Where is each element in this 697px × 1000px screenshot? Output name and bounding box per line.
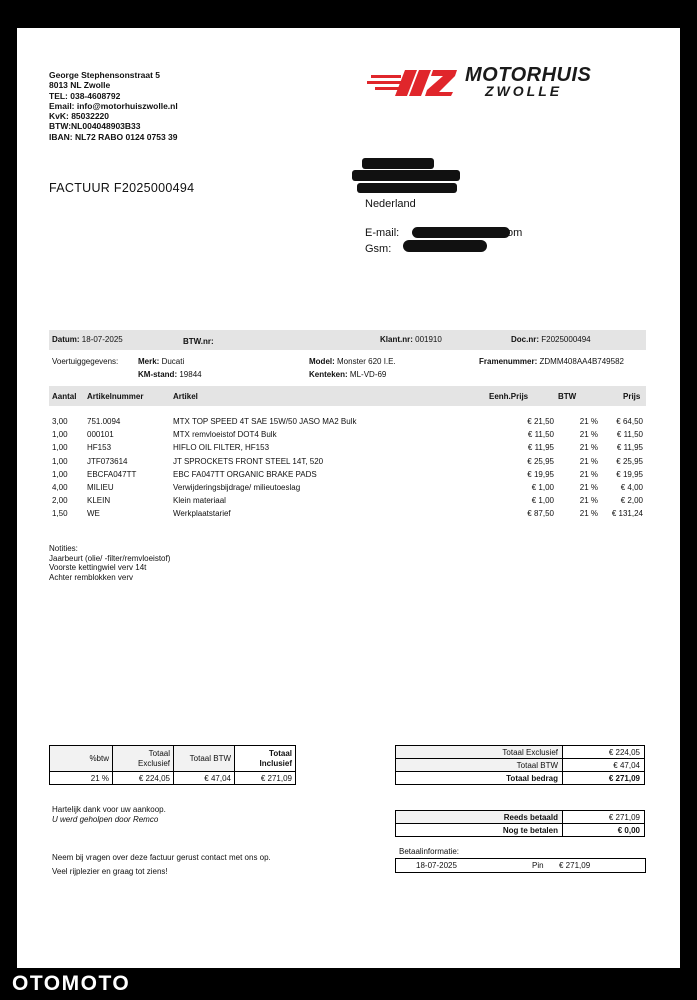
helped-by-text: U werd geholpen door Remco: [52, 815, 159, 824]
cell-btw: 21 %: [579, 496, 598, 506]
cell-art: Werkplaatstarief: [173, 509, 231, 519]
cell-price: € 4,00: [620, 483, 643, 492]
cell-unit: € 21,50: [527, 417, 554, 426]
table-row: [49, 496, 646, 509]
redaction-bar: [403, 240, 487, 252]
table-row: [49, 483, 646, 496]
cell-qty: 1,50: [52, 509, 68, 519]
redaction-bar: [412, 227, 510, 238]
cell-price: € 131,24: [611, 509, 643, 519]
cell-nr: WE: [87, 509, 100, 519]
table-row: [49, 417, 646, 430]
table-row: [49, 470, 646, 483]
closing-text: Neem bij vragen over deze factuur gerust contact met ons op.: [52, 853, 271, 862]
invoice-page: George Stephensonstraat 5 8013 NL Zwolle TEL: 038-4608792 Email: info@motorhuiszwolle.nl KvK: 85032220 BTW:NL004048903B33 IBAN: NL72 RABO 0124 0753 39 MOTORHUIS ZWOLLE FACTUUR F2025000494 Nederland E-mail: om Gsm: Datum: 18-07-2025 BTW.nr: Klant.nr: 001910 Doc.nr: F2025000494 Voertuiggegevens: Merk: Ducati KM-stand: 19844 Model: Monster 620 I.E. Kenteken: ML-VD-69 Framenummer: ZDMM408AA4B749582 Aantal Artikelnummer Artikel Eenh.Prijs BTW Prijs 3,00 751.0094 MTX TOP SPEED 4T SAE 15W/50 JASO MA2 Bulk € 21,50 21 % € 64,50 1,00 000101 MTX remvloeistof DOT4 Bulk € 11,50 21 % € 11,50 1,00 HF153 HIFLO OIL FILTER, HF153 € 11,95 21 % € 11,95 1,00 JTF073614 JT SPROCKETS FRONT STEEL 14T, 520 € 25,95 21 % € 25,95 1,00 EBCFA047TT EBC FA047TT ORGANIC BRAKE PADS € 19,95 21 % € 19,95 4,00 MILIEU Verwijderingsbijdrage/ milieutoeslag € 1,00 21 % € 4,00 2,00 KLEIN Klein materiaal € 1,00 21 % € 2,00 1,50 WE Werkplaatstarief € 87,50 21 % € 131,24 Notities: Jaarbeurt (olie/ -filter/remvloeistof) Voorste kettingwiel verv 14t Achter remblokken verv %btw Totaal Exclusief Totaal BTW Totaal Inclusief 21 % € 224,05 € 47,04 € 271,09 Totaal Exclusief € 224,05 Totaal BTW € 47,04 Totaal bedrag € 271,09 Reeds betaald € 271,09 Nog te betalen € 0,00 Betaalinformatie: 18-07-2025 Pin € 271,09 Hartelijk dank voor uw aankoop. U werd geholpen door Remco Neem bij vragen over deze factuur gerust contact met ons op. Veel rijplezier en graag tot ziens!: [17, 28, 680, 968]
cell-art: HIFLO OIL FILTER, HF153: [173, 443, 270, 453]
cell-price: € 11,95: [616, 443, 643, 453]
cell-price: € 25,95: [616, 456, 643, 466]
cell-nr: EBCFA047TT: [87, 469, 137, 479]
totals-table: Totaal Exclusief € 224,05 Totaal BTW € 47,04 Totaal bedrag € 271,09: [395, 745, 645, 785]
cell-btw: 21 %: [579, 443, 598, 453]
company-address: George Stephensonstraat 5 8013 NL Zwolle TEL: 038-4608792 Email: info@motorhuiszwolle.nl KvK: 85032220 BTW:NL004048903B33 IBAN: NL72 RABO 0124 0753 39: [49, 70, 178, 142]
otomoto-watermark: OTOMOTO: [12, 972, 131, 995]
cell-price: € 2,00: [620, 496, 643, 506]
logo-mark-icon: [367, 62, 467, 102]
payment-info-row: 18-07-2025 Pin € 271,09: [395, 858, 646, 873]
customer-country: Nederland: [365, 198, 416, 210]
cell-unit: € 87,50: [527, 509, 554, 519]
cell-art: MTX remvloeistof DOT4 Bulk: [173, 430, 277, 440]
cell-unit: € 19,95: [527, 469, 554, 479]
cell-nr: HF153: [87, 443, 112, 453]
cell-nr: 000101: [87, 430, 114, 440]
gsm-label: Gsm:: [365, 243, 392, 255]
cell-unit: € 1,00: [531, 496, 554, 506]
email-tail: om: [507, 227, 523, 239]
cell-nr: KLEIN: [87, 496, 111, 506]
cell-art: MTX TOP SPEED 4T SAE 15W/50 JASO MA2 Bulk: [173, 417, 357, 426]
cell-btw: 21 %: [579, 509, 598, 519]
cell-btw: 21 %: [579, 483, 598, 492]
cell-qty: 1,00: [52, 469, 68, 479]
cell-price: € 11,50: [616, 430, 643, 440]
payment-status-table: Reeds betaald € 271,09 Nog te betalen € 0,00: [395, 810, 645, 837]
invoice-header-bar: Datum: 18-07-2025 BTW.nr: Klant.nr: 001910 Doc.nr: F2025000494: [49, 330, 646, 350]
invoice-title: FACTUUR F2025000494: [49, 181, 195, 195]
table-row: [49, 443, 646, 456]
company-logo: MOTORHUIS ZWOLLE: [367, 62, 627, 102]
table-row: [49, 457, 646, 470]
cell-qty: 2,00: [52, 496, 68, 506]
cell-art: EBC FA047TT ORGANIC BRAKE PADS: [173, 469, 317, 479]
email-label: E-mail:: [365, 227, 400, 239]
cell-art: Verwijderingsbijdrage/ milieutoeslag: [173, 483, 301, 492]
cell-qty: 1,00: [52, 456, 68, 466]
redaction-bar: [352, 170, 460, 181]
cell-art: JT SPROCKETS FRONT STEEL 14T, 520: [173, 456, 324, 466]
cell-btw: 21 %: [579, 469, 598, 479]
cell-qty: 4,00: [52, 483, 68, 492]
payment-info-label: Betaalinformatie:: [399, 847, 460, 856]
items-table-header: Aantal Artikelnummer Artikel Eenh.Prijs BTW Prijs: [49, 386, 646, 406]
redaction-bar: [362, 158, 434, 169]
cell-qty: 3,00: [52, 417, 68, 426]
cell-nr: JTF073614: [87, 456, 128, 466]
notes: Notities: Jaarbeurt (olie/ -filter/remvloeistof) Voorste kettingwiel verv 14t Achter remblokken verv: [49, 544, 171, 582]
cell-qty: 1,00: [52, 443, 68, 453]
cell-price: € 64,50: [616, 417, 643, 426]
thanks-text: Hartelijk dank voor uw aankoop.: [52, 805, 166, 814]
cell-btw: 21 %: [579, 430, 598, 440]
cell-nr: 751.0094: [87, 417, 121, 426]
cell-unit: € 25,95: [527, 456, 554, 466]
vat-table: %btw Totaal Exclusief Totaal BTW Totaal Inclusief 21 % € 224,05 € 47,04 € 271,09: [49, 745, 296, 785]
cell-price: € 19,95: [616, 469, 643, 479]
cell-btw: 21 %: [579, 456, 598, 466]
cell-qty: 1,00: [52, 430, 68, 440]
redaction-bar: [357, 183, 457, 193]
cell-unit: € 11,95: [527, 443, 554, 453]
table-row: [49, 509, 646, 522]
cell-nr: MILIEU: [87, 483, 114, 492]
cell-unit: € 11,50: [527, 430, 554, 440]
cell-btw: 21 %: [579, 417, 598, 426]
closing-text: Veel rijplezier en graag tot ziens!: [52, 867, 168, 876]
cell-unit: € 1,00: [531, 483, 554, 492]
cell-art: Klein materiaal: [173, 496, 226, 506]
table-row: [49, 430, 646, 443]
